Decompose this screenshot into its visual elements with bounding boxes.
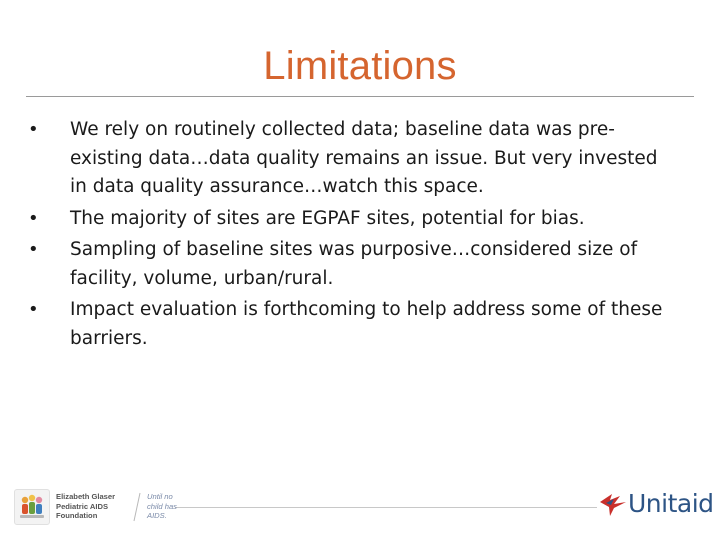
egpaf-tagline-line: Until no xyxy=(147,492,173,501)
bullet-marker: • xyxy=(28,119,39,140)
bullet-text: The majority of sites are EGPAF sites, potential for bias. xyxy=(70,207,585,229)
unitaid-bird-icon xyxy=(598,490,628,518)
slide-title xyxy=(0,44,720,89)
unitaid-logo xyxy=(598,487,712,521)
bullet-marker: • xyxy=(28,207,39,229)
bullet-item xyxy=(28,116,678,202)
egpaf-name-line: Foundation xyxy=(56,511,98,521)
bullet-text: Impact evaluation is forthcoming to help address some of these barriers. xyxy=(70,299,663,349)
bullet-item xyxy=(28,205,678,234)
egpaf-name xyxy=(56,492,131,521)
egpaf-logo xyxy=(14,489,177,525)
bullet-marker: • xyxy=(28,239,39,260)
bullet-text: We rely on routinely collected data; baseline data was pre-existing data…data quality remains an issue. But very invested in data quality assurance…watch this space. xyxy=(70,119,658,197)
title-divider xyxy=(26,96,694,97)
bullet-item xyxy=(28,236,678,293)
egpaf-tagline-line: child has xyxy=(147,501,177,511)
egpaf-tagline-line: AIDS. xyxy=(147,511,167,521)
bullet-item xyxy=(28,296,678,353)
egpaf-children-icon xyxy=(14,489,50,525)
slide-title-text: Limitations xyxy=(263,44,457,88)
bullet-text: Sampling of baseline sites was purposive…considered size of facility, volume, urban/rural. xyxy=(70,239,638,289)
egpaf-name-line: Elizabeth Glaser xyxy=(56,492,116,501)
egpaf-tagline xyxy=(147,492,187,521)
bullet-list xyxy=(28,116,678,356)
egpaf-separator-icon xyxy=(132,491,142,523)
footer-divider xyxy=(175,507,597,508)
egpaf-name-line: Pediatric AIDS xyxy=(56,501,109,511)
unitaid-wordmark: Unitaid xyxy=(628,489,714,518)
bullet-marker: • xyxy=(28,299,39,320)
